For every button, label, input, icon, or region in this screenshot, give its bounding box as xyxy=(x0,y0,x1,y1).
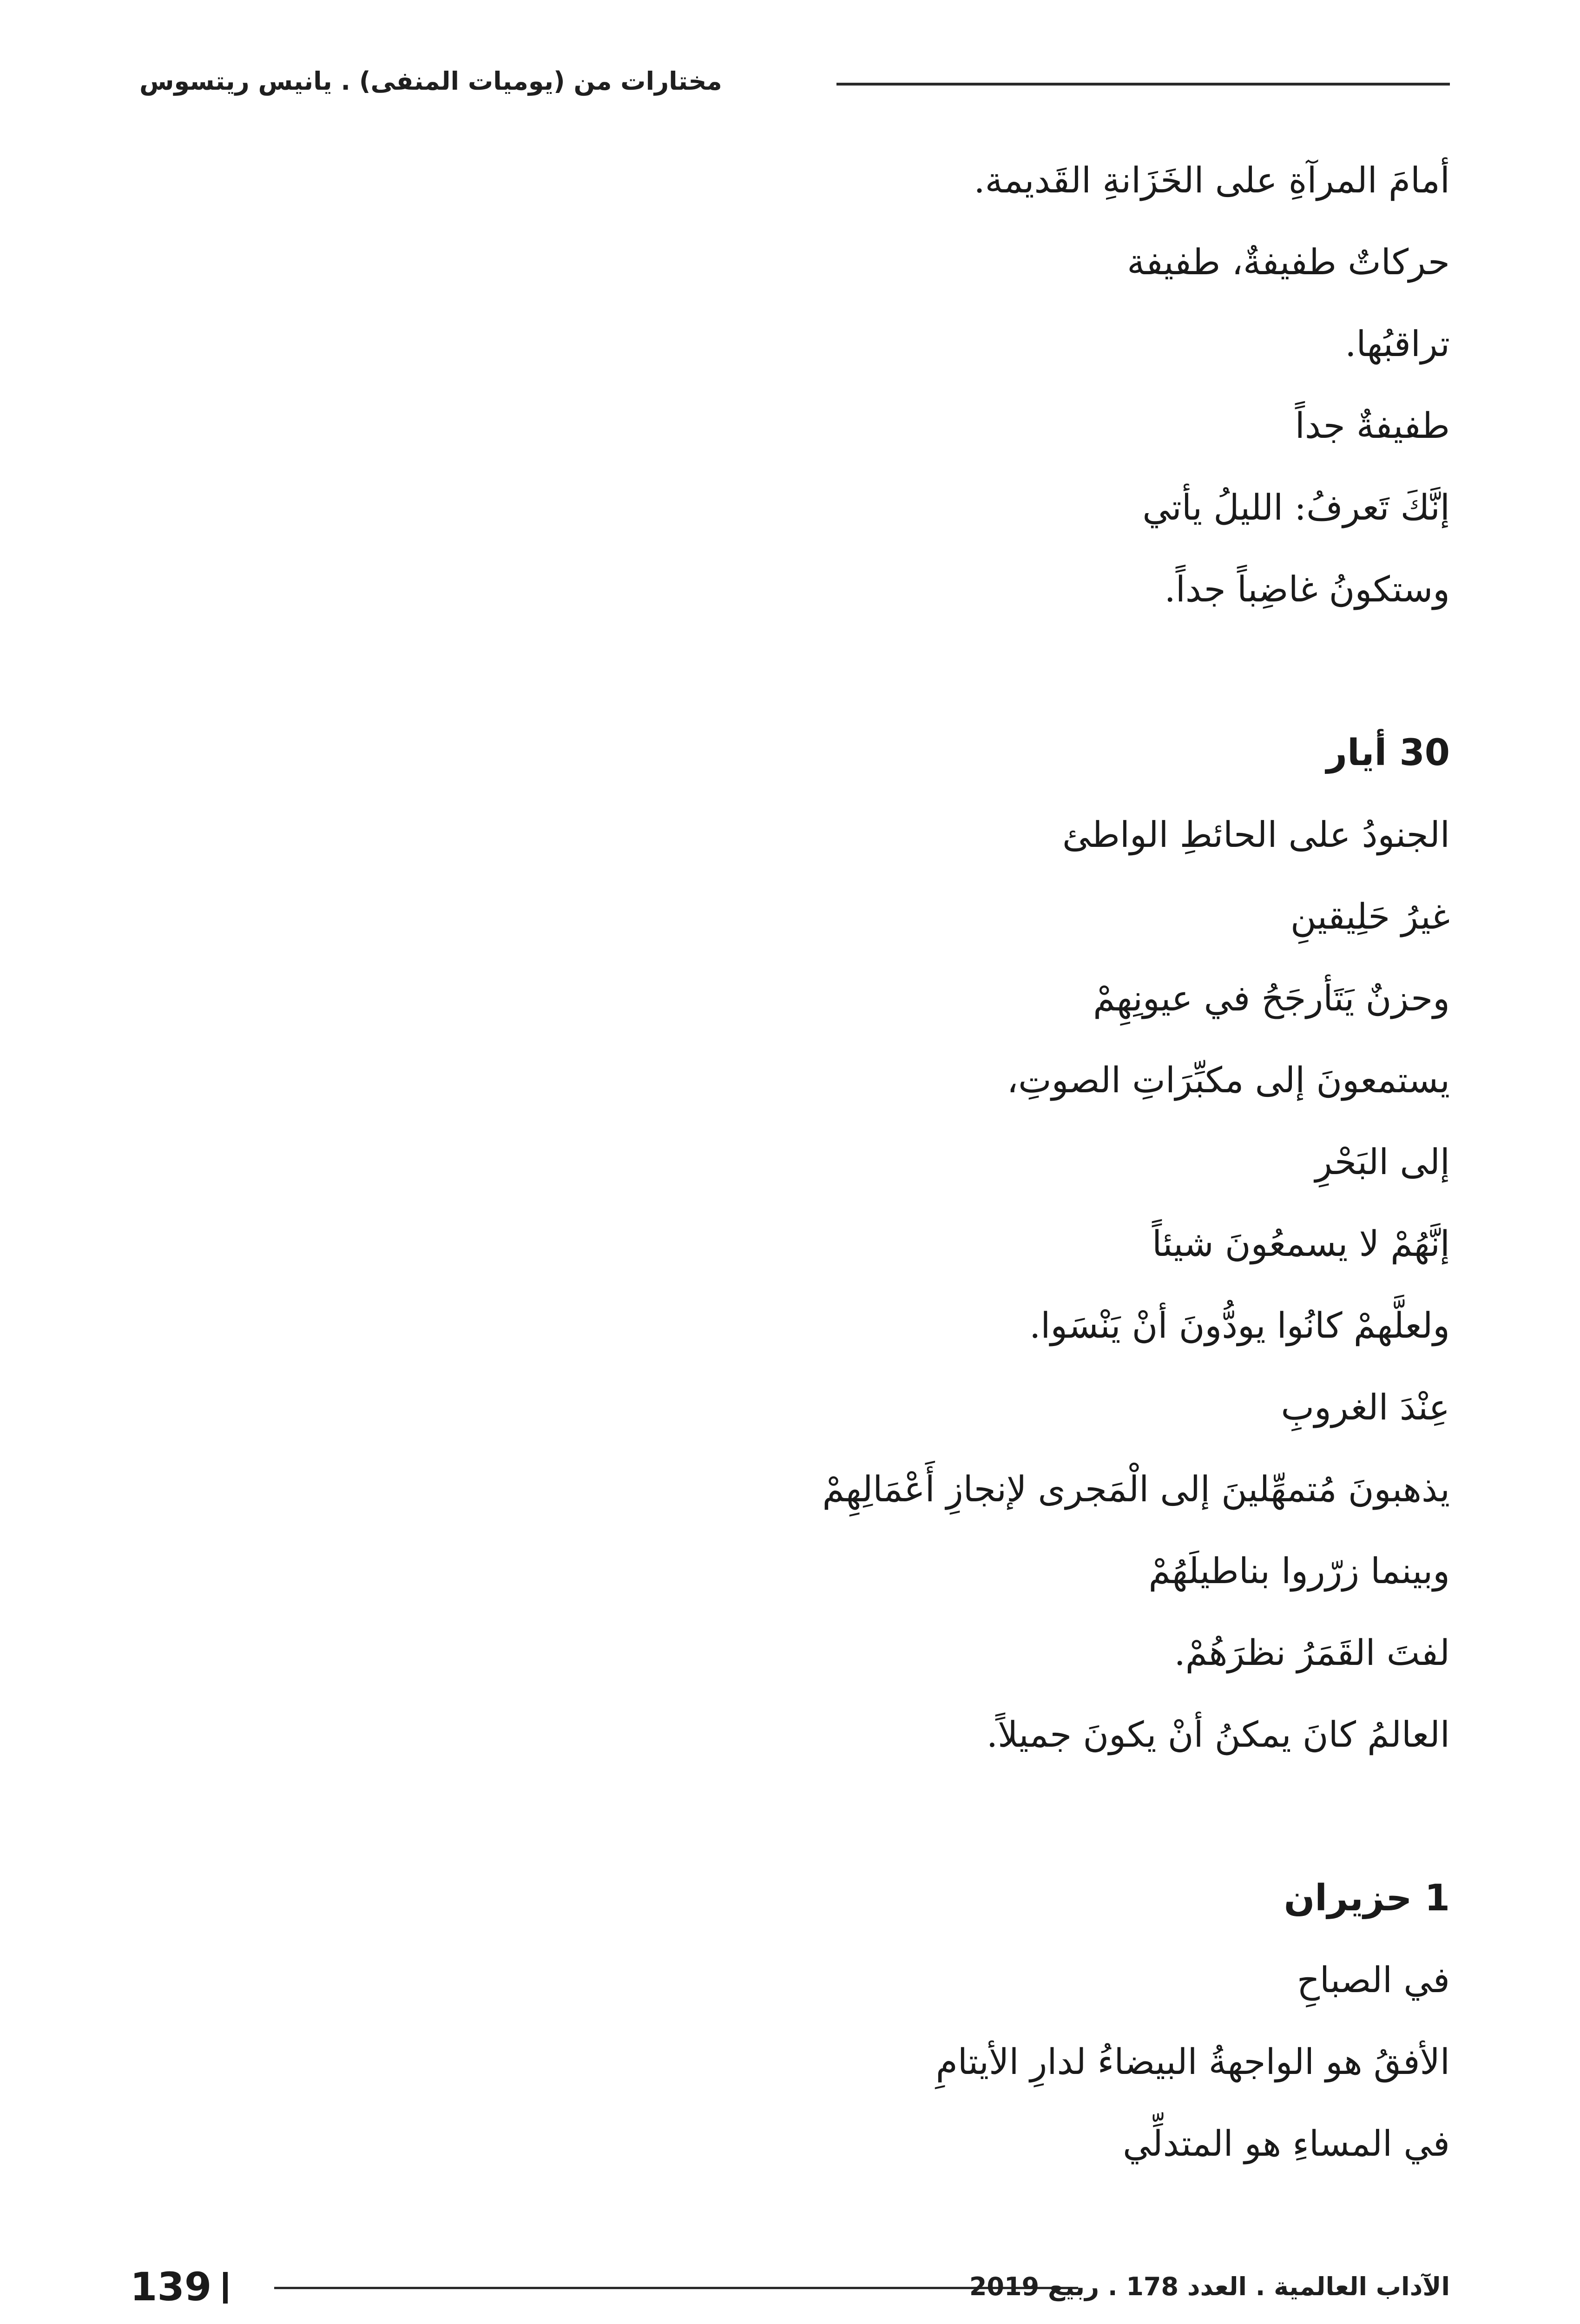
poem-line: أمامَ المرآةِ على الخَزَانةِ القَديمة. xyxy=(974,159,1450,201)
poem-line: تراقبُها. xyxy=(1345,323,1450,364)
poem-line: يذهبونَ مُتمهِّلينَ إلى الْمَجرى لإنجازِ أَعْمَالِهِمْ xyxy=(822,1468,1450,1510)
journal-info: الآداب العالمية . العدد 178 . ربيع 2019 xyxy=(969,2272,1450,2301)
poem-line: وستكونُ غاضِباً جداً. xyxy=(1164,568,1450,610)
poem-line: عِنْدَ الغروبِ xyxy=(1281,1386,1450,1428)
poem-line: وبينما زرّروا بناطيلَهُمْ xyxy=(1148,1550,1450,1591)
poem-line: الجنودُ على الحائطِ الواطئ xyxy=(1062,814,1450,855)
poem-line: في الصباحِ xyxy=(1297,1959,1450,2000)
poem-line: وحزنٌ يَتَأرجَحُ في عيونِهِمْ xyxy=(1093,977,1450,1019)
page-number-bar xyxy=(223,2272,228,2304)
diary-entry-may-30 xyxy=(149,712,1450,1776)
poem-opening-stanza xyxy=(149,139,1450,630)
poem-line: إنَّهُمْ لا يسمعُونَ شيئاً xyxy=(1152,1223,1450,1264)
stanza-gap xyxy=(149,630,1450,712)
entry-heading: 30 أيار xyxy=(1326,732,1450,774)
poem-line: إنَّكَ تَعرفُ: الليلُ يأتي xyxy=(1142,487,1450,528)
poem-line: العالمُ كانَ يمكنُ أنْ يكونَ جميلاً. xyxy=(986,1714,1450,1755)
poem-text xyxy=(149,139,1450,2185)
header-rule xyxy=(836,83,1450,86)
running-header xyxy=(139,60,1450,102)
poem-line: ولعلَّهمْ كانُوا يودُّونَ أنْ يَنْسَوا. xyxy=(1029,1305,1450,1346)
stanza-gap xyxy=(149,1776,1450,1857)
header-title: مختارات من (يوميات المنفى) . يانيس ريتسوس xyxy=(139,66,722,96)
poem-line: لفتَ القَمَرُ نظرَهُمْ. xyxy=(1174,1632,1450,1673)
diary-entry-june-1 xyxy=(149,1857,1450,2185)
poem-line: حركاتٌ طفيفةٌ، طفيفة xyxy=(1127,241,1450,283)
poem-line: غيرُ حَلِيقينِ xyxy=(1290,896,1450,937)
entry-heading: 1 حزيران xyxy=(1284,1877,1450,1919)
page-number: 139 xyxy=(130,2264,212,2310)
poem-line: إلى البَحْرِ xyxy=(1315,1141,1450,1182)
poem-line: طفيفةٌ جداً xyxy=(1295,405,1450,446)
page-footer xyxy=(130,2259,1450,2315)
poem-line: يستمعونَ إلى مكبِّرَاتِ الصوتِ، xyxy=(1007,1059,1450,1101)
poem-line: الأفقُ هو الواجهةُ البيضاءُ لدارِ الأيتامِ xyxy=(935,2041,1450,2082)
footer-rule xyxy=(274,2287,1078,2289)
poem-line: في المساءِ هو المتدلِّي xyxy=(1123,2123,1450,2164)
